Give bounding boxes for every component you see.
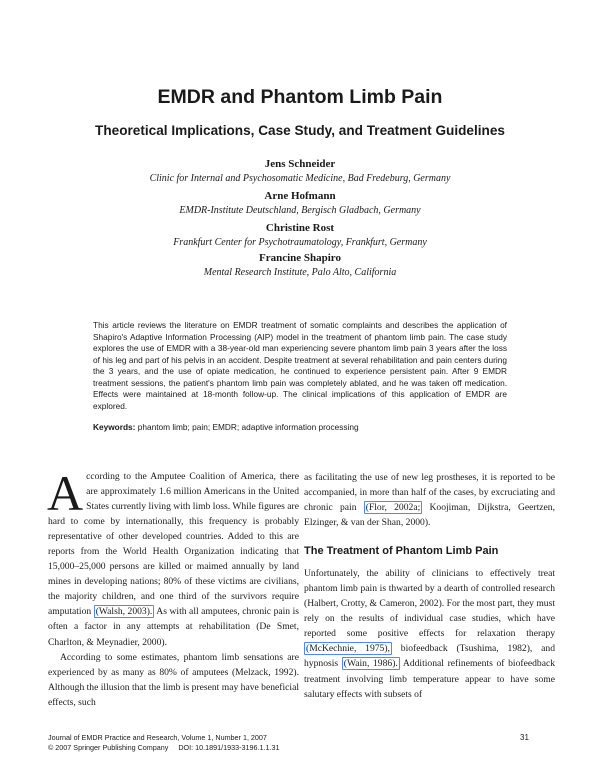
- author-affiliation: Frankfurt Center for Psychotraumatology, Frankfurt, Germany: [173, 237, 427, 248]
- citation-link[interactable]: (Flor, 2002a;: [365, 502, 421, 514]
- body-text: ccording to the Amputee Coalition of America, there are approximately 1.6 million Americans in the United States currently living with limb loss. While figures are hard to come by internationally, this frequency is probably representative of other developed countries. Added to this are reports from the World Health Organization indicating that 15,000–25,000 persons are killed or maimed annually by land mines in developing nations; 80% of these victims are civilians, the majority children, and one third of the survivors require amputation: [48, 471, 299, 618]
- body-text: Unfortunately, the ability of clinicians to effectively treat phantom limb pain is thwarted by a dearth of controlled research (Halbert, Crotty, & Cameron, 2002). For the most part, they must rely on the results of individual case studies, which have reported some positive effects for relaxation therapy: [304, 568, 555, 640]
- author-name: Arne Hofmann: [264, 190, 336, 202]
- author-affiliation: Mental Research Institute, Palo Alto, California: [203, 267, 397, 278]
- author-name: Christine Rost: [265, 222, 335, 234]
- body-text: biofeedback (Tsushima, 1982), and hypnosis: [304, 643, 555, 670]
- page-number: 31: [520, 733, 529, 742]
- body-paragraph: [47, 465, 300, 650]
- drop-cap: A: [47, 465, 84, 521]
- body-column-left: [47, 465, 300, 710]
- body-column-right: [304, 470, 555, 702]
- article-subtitle: Theoretical Implications, Case Study, and Treatment Guidelines: [95, 123, 505, 138]
- section-heading: The Treatment of Phantom Limb Pain: [304, 545, 499, 558]
- body-text: As with all amputees, chronic pain is often a factor in any attempts at rehabilitation (De Smet, Charlton, & Meynadier, 2000).: [48, 606, 300, 648]
- citation-link[interactable]: (Wain, 1986).: [343, 658, 398, 670]
- citation-link[interactable]: (Walsh, 2003).: [95, 606, 153, 618]
- body-text: as facilitating the use of new leg prostheses, it is reported to be accompanied, in more than half of the cases, by excruciating and chronic pain: [304, 472, 555, 514]
- author-affiliation: EMDR-Institute Deutschland, Bergisch Gladbach, Germany: [179, 205, 421, 216]
- citation-link[interactable]: (McKechnie, 1975),: [306, 643, 390, 655]
- keywords-label: Keywords:: [93, 422, 136, 432]
- keywords-text: phantom limb; pain; EMDR; adaptive information processing: [137, 422, 359, 432]
- author-affiliation: Clinic for Internal and Psychosomatic Medicine, Bad Fredeburg, Germany: [149, 173, 451, 184]
- footer-copyright: © 2007 Springer Publishing Company DOI: 10.1891/1933-3196.1.1.31: [48, 743, 280, 752]
- body-paragraph: [304, 566, 555, 701]
- body-text: Additional refinements of biofeedback treatment involving limb temperature appear to have some salutary effects with subsets of: [304, 658, 556, 700]
- body-paragraph: [304, 470, 555, 530]
- author-name: Jens Schneider: [264, 158, 336, 170]
- body-paragraph: According to some estimates, phantom limb sensations are experienced by as many as 80% of amputees (Melzack, 1992). Although the illusion that the limb is present may have beneficial effects, such: [48, 651, 299, 708]
- article-title: EMDR and Phantom Limb Pain: [157, 86, 443, 108]
- keywords: [93, 422, 507, 432]
- body-text: Koojiman, Dijkstra, Geertzen, Elzinger, & van der Shan, 2000).: [304, 502, 555, 529]
- footer-journal: Journal of EMDR Practice and Research, Volume 1, Number 1, 2007: [48, 733, 267, 742]
- footer: [48, 733, 279, 753]
- abstract: This article reviews the literature on EMDR treatment of somatic complaints and describes the application of Shapiro's Adaptive Information Processing (AIP) model in the treatment of phantom limb pain. The case study explores the use of EMDR with a 38-year-old man experiencing severe phantom limb pain 3 years after the loss of his leg and part of his pelvis in an accident. Despite treatment at several rehabilitation and pain centers during the 3 years, and the use of opiate medication, he continued to experience persistent pain. After 9 EMDR treatment sessions, the patient's phantom limb pain was completely ablated, and he was taken off medication. Effects were maintained at 18-month follow-up. The clinical implications of this application of EMDR are explored.: [93, 320, 507, 411]
- author-name: Francine Shapiro: [258, 252, 341, 264]
